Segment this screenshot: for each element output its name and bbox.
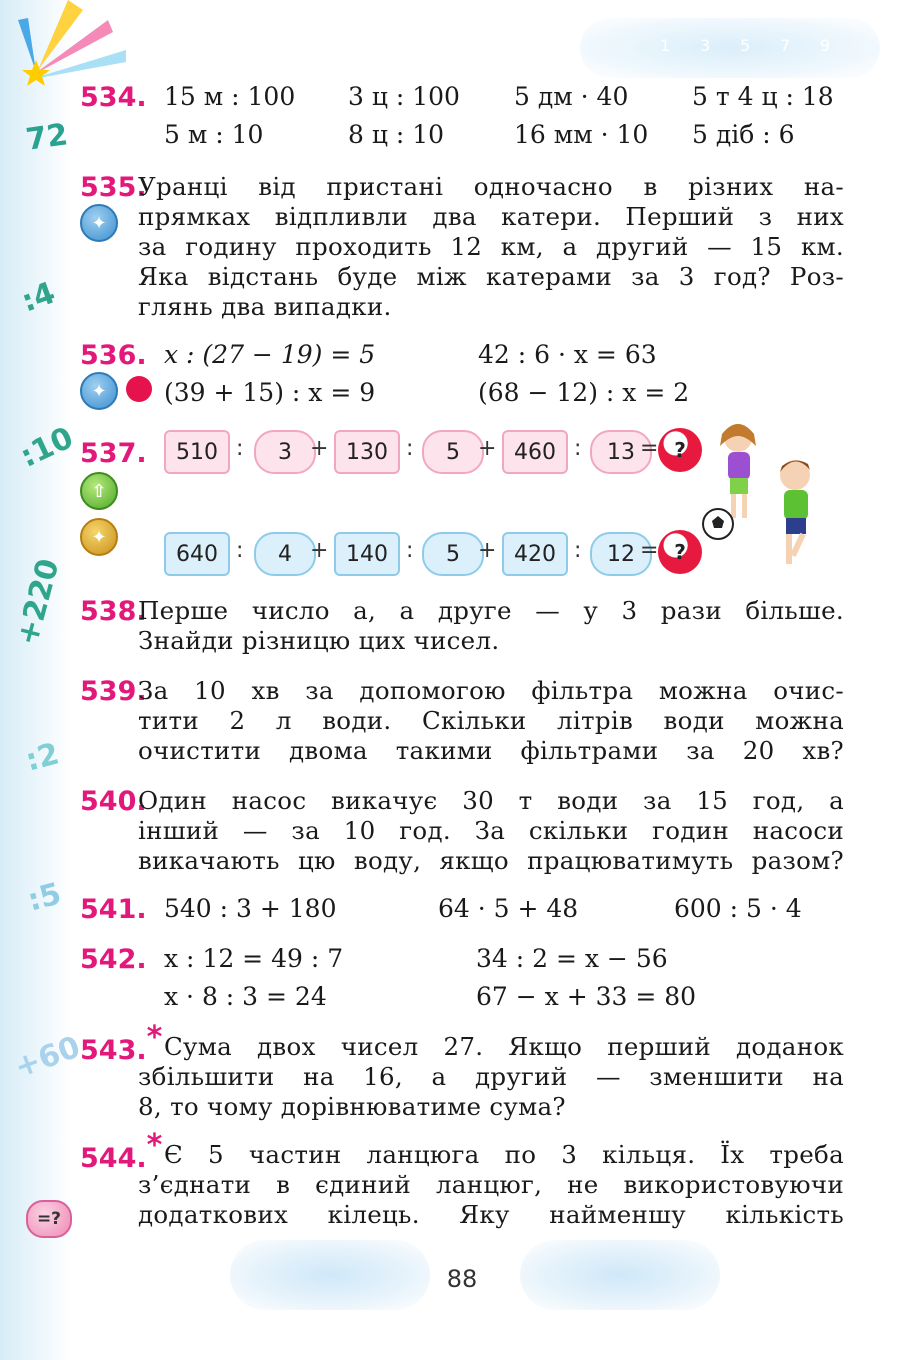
- puzzle-icon: ✦: [80, 372, 118, 410]
- chain-value: 5: [422, 430, 484, 474]
- cloud-digit: 5: [740, 36, 751, 55]
- arrow-up-icon: ⇧: [80, 472, 118, 510]
- chain-operator: +: [310, 436, 329, 461]
- text-line: Сума двох чисел 27. Якщо перший доданок: [164, 1032, 844, 1061]
- exercise-text-continued: [138, 1062, 844, 1122]
- chain-value: 640: [164, 532, 230, 576]
- equals-question-icon: =?: [26, 1200, 72, 1238]
- red-dot-icon: [126, 376, 152, 402]
- equation: x : (27 − 19) = 5: [164, 340, 376, 369]
- chain-value: 3: [254, 430, 316, 474]
- kids-playing-football-illustration: [700, 420, 850, 580]
- chain-value: 420: [502, 532, 568, 576]
- margin-deco: :2: [22, 736, 63, 779]
- chain-operator: +: [478, 538, 497, 563]
- exercise-number: 538.: [80, 596, 147, 627]
- equation: x · 8 : 3 = 24: [164, 982, 327, 1011]
- exercise-number: 534.: [80, 82, 147, 113]
- equation: 34 : 2 = x − 56: [476, 944, 668, 973]
- exercise-text: [164, 1032, 844, 1062]
- margin-deco: 72: [23, 117, 70, 158]
- text-line: очистити двома такими фільтрами за 20 хв?: [138, 736, 844, 765]
- margin-deco: :4: [17, 275, 60, 320]
- exercise-text: [138, 676, 844, 766]
- expression: 5 діб : 6: [692, 120, 795, 149]
- expression: 5 дм · 40: [514, 82, 629, 111]
- star-mark: *: [146, 1128, 163, 1163]
- text-line: Яка відстань буде між катерами за 3 год? Роз-: [138, 262, 844, 291]
- text-line: Один насос викачує 30 т води за 15 год, а: [138, 786, 844, 815]
- chain-operator: :: [406, 538, 414, 563]
- equation: 67 − x + 33 = 80: [476, 982, 697, 1011]
- chain-operator: =: [640, 538, 659, 563]
- puzzle-gold-icon: ✦: [80, 518, 118, 556]
- equation: (39 + 15) : x = 9: [164, 378, 376, 407]
- expression: 64 · 5 + 48: [438, 894, 579, 923]
- margin-deco: +220: [10, 555, 67, 650]
- cloud-digit: 9: [820, 36, 831, 55]
- chain-value: 4: [254, 532, 316, 576]
- expression: 5 т 4 ц : 18: [692, 82, 834, 111]
- chain-operator: +: [310, 538, 329, 563]
- cloud-digit: 7: [780, 36, 791, 55]
- text-line: за годину проходить 12 км, а другий — 15 км.: [138, 232, 844, 261]
- margin-deco: +60: [10, 1029, 85, 1086]
- expression: 15 м : 100: [164, 82, 296, 111]
- chain-value: 13: [590, 430, 652, 474]
- text-line: з’єднати в єдиний ланцюг, не використовуючи: [138, 1170, 844, 1199]
- chain-value: 140: [334, 532, 400, 576]
- margin-deco: :10: [15, 420, 79, 475]
- expression: 16 мм · 10: [514, 120, 649, 149]
- expression: 600 : 5 · 4: [674, 894, 802, 923]
- exercise-text: [138, 596, 844, 656]
- decorative-cloud-bottom-left: [230, 1240, 430, 1310]
- text-line: За 10 хв за допомогою фільтра можна очис-: [138, 676, 844, 705]
- expression: 3 ц : 100: [348, 82, 460, 111]
- left-margin-band: [0, 0, 70, 1360]
- text-line: викачають цю воду, якщо працюватимуть разом?: [138, 846, 844, 875]
- question-ball: ?: [658, 530, 702, 574]
- expression: 8 ц : 10: [348, 120, 445, 149]
- exercise-number: 536.: [80, 340, 147, 371]
- chain-value: 460: [502, 430, 568, 474]
- equation: x : 12 = 49 : 7: [164, 944, 344, 973]
- text-line: глянь два випадки.: [138, 292, 392, 321]
- expression: 540 : 3 + 180: [164, 894, 337, 923]
- chain-operator: :: [574, 538, 582, 563]
- exercise-text: [164, 1140, 844, 1170]
- cloud-digit: 3: [700, 36, 711, 55]
- exercise-text-continued: [138, 1170, 844, 1230]
- exercise-number: 541.: [80, 894, 147, 925]
- cloud-digit: 1: [660, 36, 671, 55]
- exercise-number: 540.: [80, 786, 147, 817]
- margin-deco: :5: [24, 876, 65, 919]
- chain-operator: :: [406, 436, 414, 461]
- exercise-number: 537.: [80, 438, 147, 469]
- chain-value: 5: [422, 532, 484, 576]
- exercise-number-text: 544.: [80, 1143, 147, 1174]
- exercise-number: 542.: [80, 944, 147, 975]
- question-ball: ?: [658, 428, 702, 472]
- text-line: Перше число a, а друге — у 3 рази більше.: [138, 596, 844, 625]
- exercise-number: 539.: [80, 676, 147, 707]
- decorative-cloud-bottom-right: [520, 1240, 720, 1310]
- chain-operator: =: [640, 436, 659, 461]
- equation: (68 − 12) : x = 2: [478, 378, 690, 407]
- star-mark: *: [146, 1020, 163, 1055]
- chain-operator: +: [478, 436, 497, 461]
- text-line: збільшити на 16, а другий — зменшити на: [138, 1062, 844, 1091]
- exercise-number: 535.: [80, 172, 147, 203]
- equation: 42 : 6 · x = 63: [478, 340, 657, 369]
- text-line: 8, то чому дорівнюватиме сума?: [138, 1092, 566, 1121]
- text-line: інший — за 10 год. За скільки годин насоси: [138, 816, 844, 845]
- chain-value: 510: [164, 430, 230, 474]
- chain-operator: :: [236, 538, 244, 563]
- decorative-cloud-top: [580, 18, 880, 78]
- text-line: тити 2 л води. Скільки літрів води можна: [138, 706, 844, 735]
- exercise-text: [138, 786, 844, 876]
- chain-value: 130: [334, 430, 400, 474]
- text-line: Уранці від пристані одночасно в різних на-: [138, 172, 844, 201]
- page-number: 88: [446, 1265, 478, 1293]
- text-line: додаткових кілець. Яку найменшу кількість: [138, 1200, 844, 1229]
- text-line: Є 5 частин ланцюга по 3 кільця. Їх треба: [164, 1140, 844, 1169]
- chain-value: 12: [590, 532, 652, 576]
- exercise-number-text: 543.: [80, 1035, 147, 1066]
- chain-operator: :: [574, 436, 582, 461]
- chain-operator: :: [236, 436, 244, 461]
- exercise-text: [138, 172, 844, 322]
- text-line: прямках відпливли два катери. Перший з них: [138, 202, 844, 231]
- text-line: Знайди різницю цих чисел.: [138, 626, 500, 655]
- puzzle-icon: ✦: [80, 204, 118, 242]
- expression: 5 м : 10: [164, 120, 264, 149]
